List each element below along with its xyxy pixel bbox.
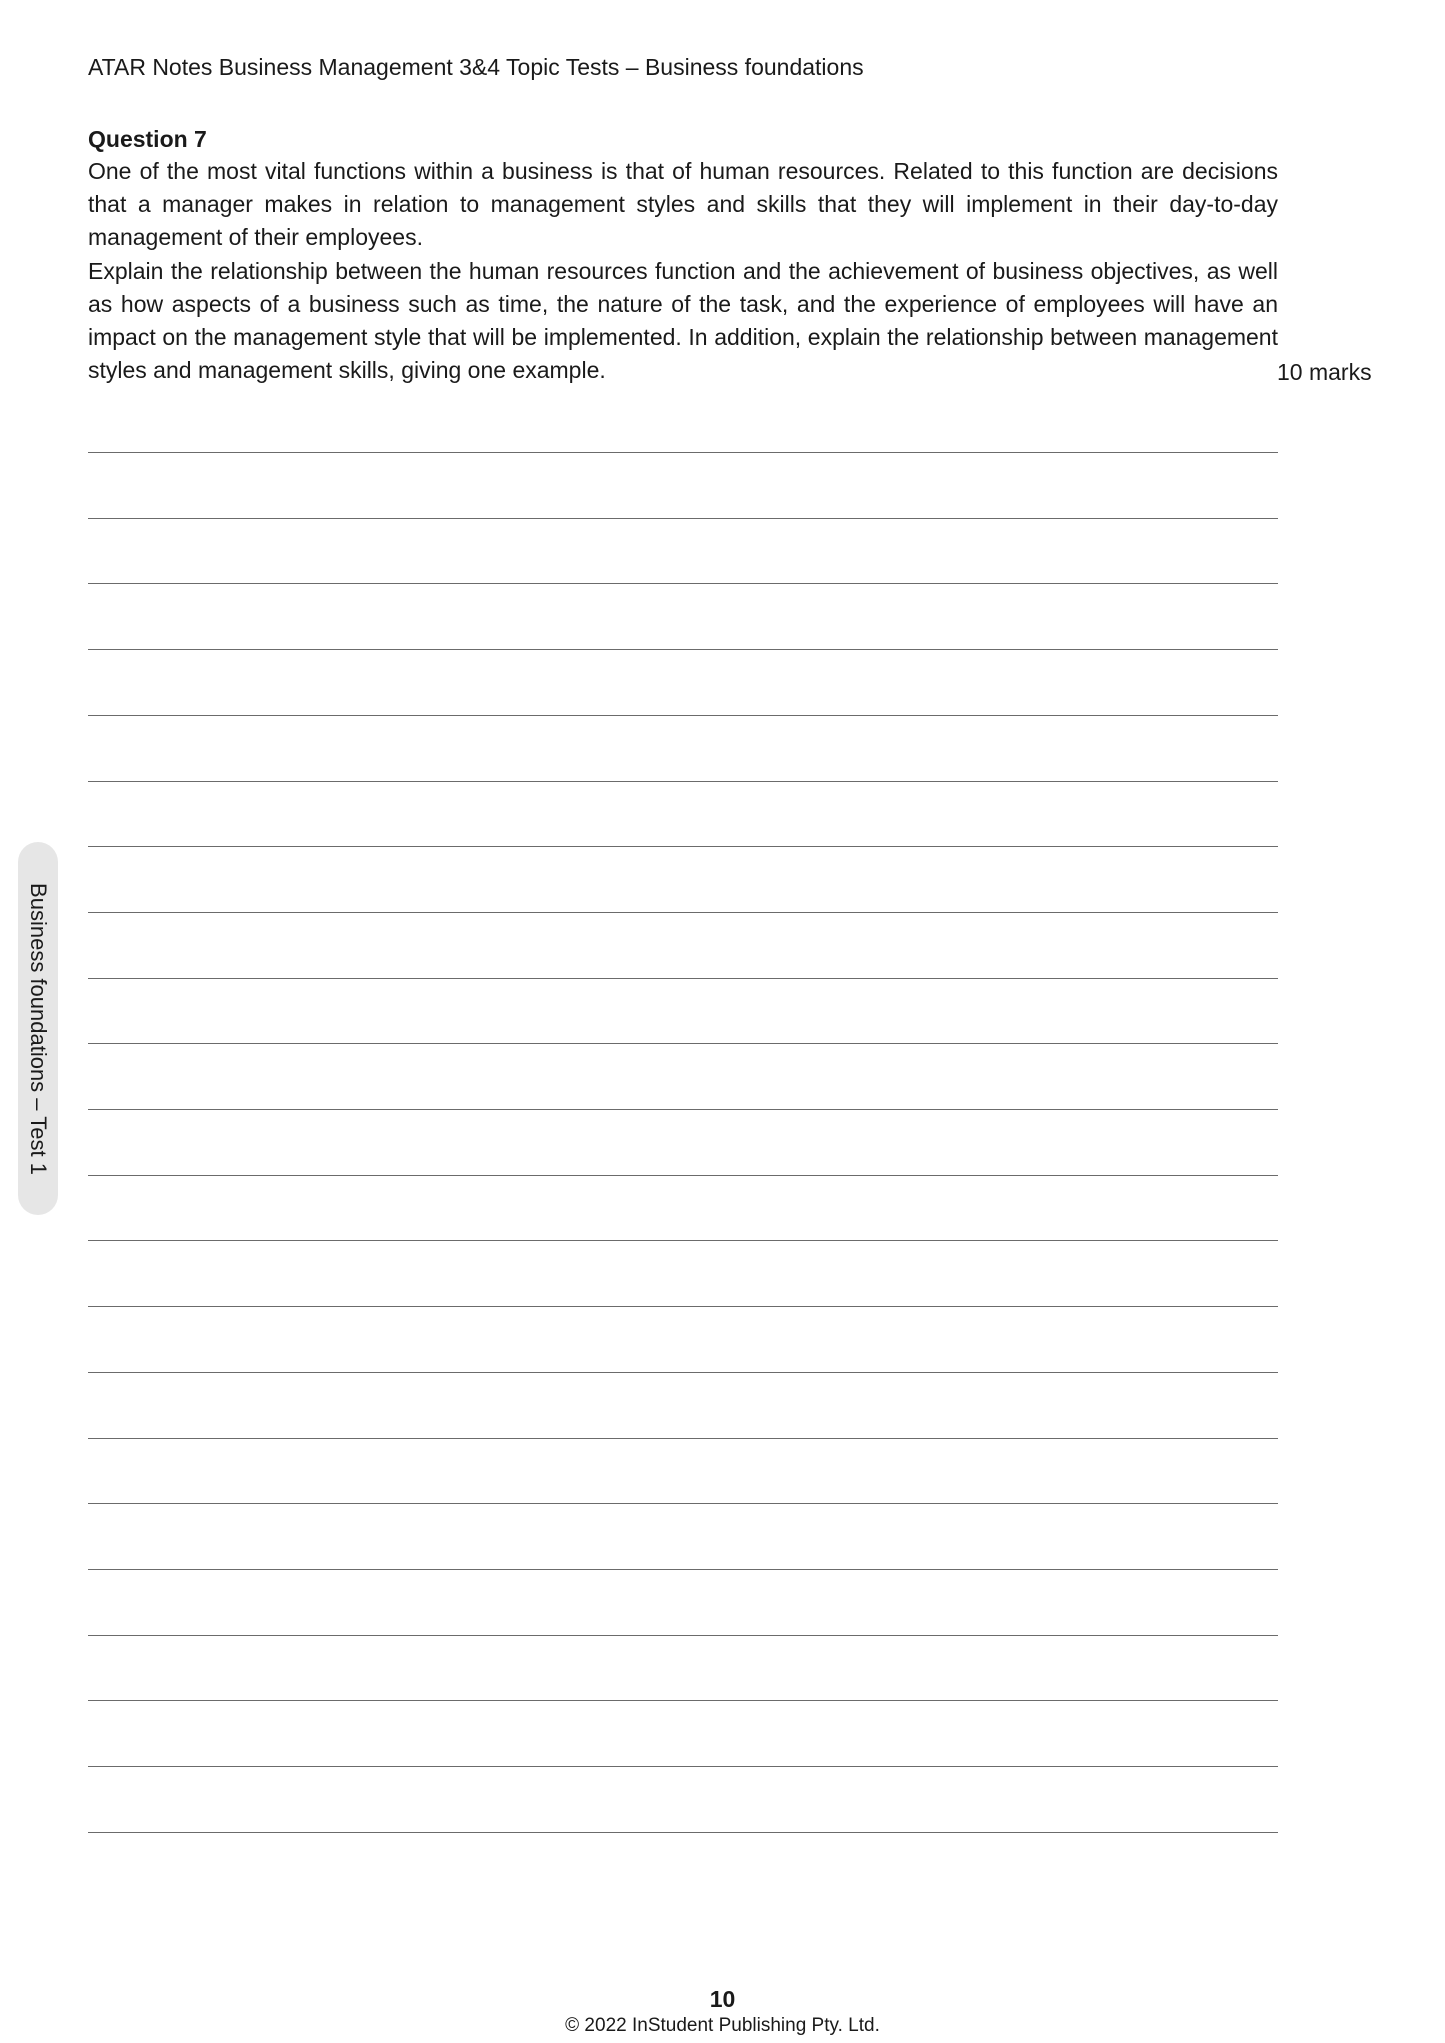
answer-line[interactable] (88, 1043, 1278, 1044)
answer-line[interactable] (88, 1635, 1278, 1636)
answer-line[interactable] (88, 1109, 1278, 1110)
answer-lines[interactable] (88, 0, 1278, 2043)
answer-line[interactable] (88, 649, 1278, 650)
marks-allocation: 10 marks (1277, 359, 1372, 385)
question-paragraph-intro: One of the most vital functions within a business is that of human resources. Related to this function are decisions that a manager makes in relation to management styles and skills that they will implement in their day-to-day management of their employees. (88, 158, 1278, 251)
answer-line[interactable] (88, 518, 1278, 519)
answer-line[interactable] (88, 781, 1278, 782)
running-header: ATAR Notes Business Management 3&4 Topic Tests – Business foundations (88, 54, 864, 80)
page-number: 10 (709, 1986, 736, 2012)
answer-line[interactable] (88, 1503, 1278, 1504)
section-side-tab (18, 842, 58, 1215)
question-title: Question 7 (88, 126, 207, 152)
copyright-notice: © 2022 InStudent Publishing Pty. Ltd. (565, 2015, 880, 2036)
answer-line[interactable] (88, 1372, 1278, 1373)
answer-line[interactable] (88, 1832, 1278, 1833)
answer-line[interactable] (88, 1569, 1278, 1570)
answer-line[interactable] (88, 1240, 1278, 1241)
side-tab-label: Business foundations – Test 1 (26, 882, 51, 1175)
answer-line[interactable] (88, 715, 1278, 716)
answer-line[interactable] (88, 1438, 1278, 1439)
answer-line[interactable] (88, 583, 1278, 584)
answer-line[interactable] (88, 1175, 1278, 1176)
answer-line[interactable] (88, 1306, 1278, 1307)
answer-line[interactable] (88, 1700, 1278, 1701)
answer-line[interactable] (88, 1766, 1278, 1767)
question-paragraph-task: Explain the relationship between the human resources function and the achievement of business objectives, as well as how aspects of a business such as time, the nature of the task, and the experience of employees will have an impact on the management style that will be implemented. In addition, explain the relationship between management styles and management skills, giving one example. (88, 257, 1278, 384)
answer-line[interactable] (88, 978, 1278, 979)
answer-line[interactable] (88, 846, 1278, 847)
answer-line[interactable] (88, 912, 1278, 913)
answer-line[interactable] (88, 452, 1278, 453)
